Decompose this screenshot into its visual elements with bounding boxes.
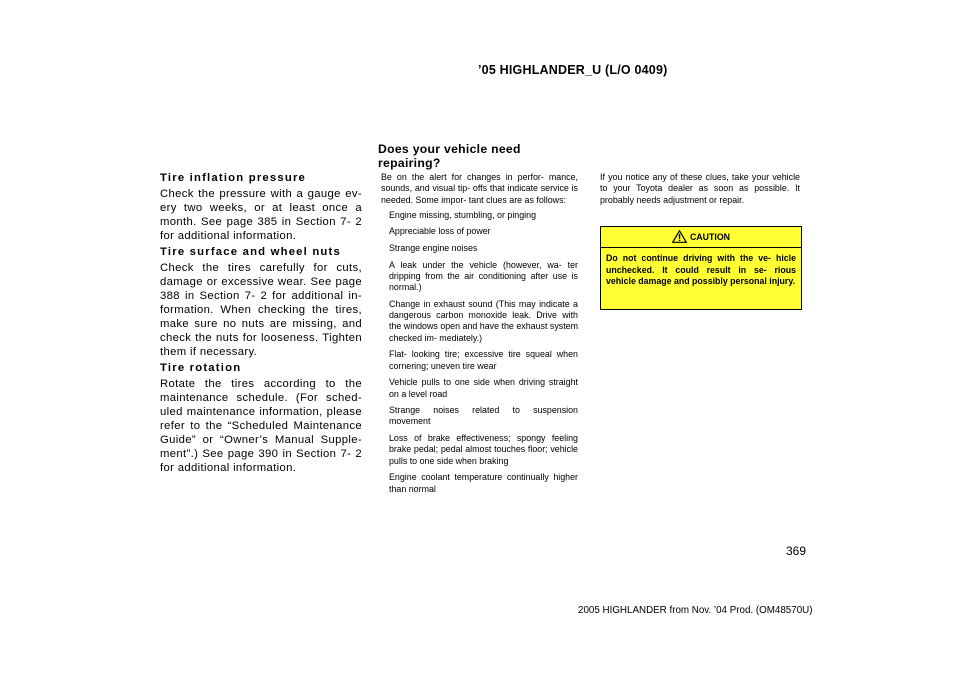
list-item xyxy=(381,210,578,221)
caution-header xyxy=(601,227,801,248)
caution-text: Do not continue driving with the ve- hicle unchecked. It could result in se- rious vehicle damage and possibly personal injury. xyxy=(606,253,796,286)
middle-column xyxy=(381,172,578,500)
warning-triangle-icon xyxy=(672,230,687,243)
section-title-line2: repairing? xyxy=(378,156,441,170)
caution-label: CAUTION xyxy=(689,232,731,242)
list-item-text: Engine coolant temperature continually higher than normal xyxy=(389,472,578,494)
list-item-text: Strange engine noises xyxy=(389,243,478,254)
paragraph-tire-surface: Check the tires carefully for cuts, damage or excessive wear. See page 388 in Section 7- 2 for additional in- formation. When checking the tires, make sure no nuts are missing, and check the nuts for looseness. Tighten them if necessary. xyxy=(160,262,362,358)
list-item xyxy=(381,405,578,428)
document-footer: 2005 HIGHLANDER from Nov. ’04 Prod. (OM48570U) xyxy=(578,605,813,616)
section-title xyxy=(378,142,578,170)
list-item xyxy=(381,260,578,294)
list-item xyxy=(381,299,578,344)
list-item-text: Change in exhaust sound (This may indicate a dangerous carbon monoxide leak. Drive with the windows open and have the exhaust system checked im- mediately.) xyxy=(389,298,578,343)
list-item-text: Vehicle pulls to one side when driving straight on a level road xyxy=(389,377,578,399)
list-item xyxy=(381,433,578,467)
left-column xyxy=(160,172,362,478)
list-item xyxy=(381,226,578,237)
list-item-text: Engine missing, stumbling, or pinging xyxy=(389,209,537,220)
paragraph-tire-rotation: Rotate the tires according to the maintenance schedule. (For sched- uled maintenance information, please refer to the “Scheduled Maintenance Guide” or “Owner’s Manual Supple- ment”.) See page 390 in Section 7- 2 for additional information. xyxy=(160,378,362,474)
repair-clue-list xyxy=(381,210,578,495)
heading-tire-inflation: Tire inflation pressure xyxy=(160,172,307,184)
list-item-text: Flat- looking tire; excessive tire squeal when cornering; uneven tire wear xyxy=(389,349,578,371)
paragraph-tire-inflation: Check the pressure with a gauge ev- ery two weeks, or at least once a month. See page 385 in Section 7- 2 for additional information. xyxy=(160,188,362,242)
heading-tire-rotation: Tire rotation xyxy=(160,362,242,374)
section-title-line1: Does your vehicle need xyxy=(378,142,521,156)
list-item xyxy=(381,243,578,254)
repair-intro: Be on the alert for changes in perfor- mance, sounds, and visual tip- offs that indicate service is needed. Some impor- tant clues are as follows: xyxy=(381,172,578,205)
right-column xyxy=(600,172,800,210)
caution-box xyxy=(600,226,802,310)
dealer-advice: If you notice any of these clues, take your vehicle to your Toyota dealer as soon as possible. It probably needs adjustment or repair. xyxy=(600,172,800,205)
page-number: 369 xyxy=(786,544,807,558)
heading-tire-surface: Tire surface and wheel nuts xyxy=(160,246,341,258)
list-item-text: Appreciable loss of power xyxy=(389,226,491,237)
list-item xyxy=(381,472,578,495)
list-item-text: Loss of brake effectiveness; spongy feeling brake pedal; pedal almost touches floor; vehicle pulls to one side when braking xyxy=(389,433,578,466)
list-item-text: Strange noises related to suspension movement xyxy=(389,405,578,427)
document-header: ’05 HIGHLANDER_U (L/O 0409) xyxy=(478,63,668,77)
list-item-text: A leak under the vehicle (however, wa- ter dripping from the air conditioning after use is normal.) xyxy=(389,259,578,293)
list-item xyxy=(381,349,578,372)
list-item xyxy=(381,377,578,400)
